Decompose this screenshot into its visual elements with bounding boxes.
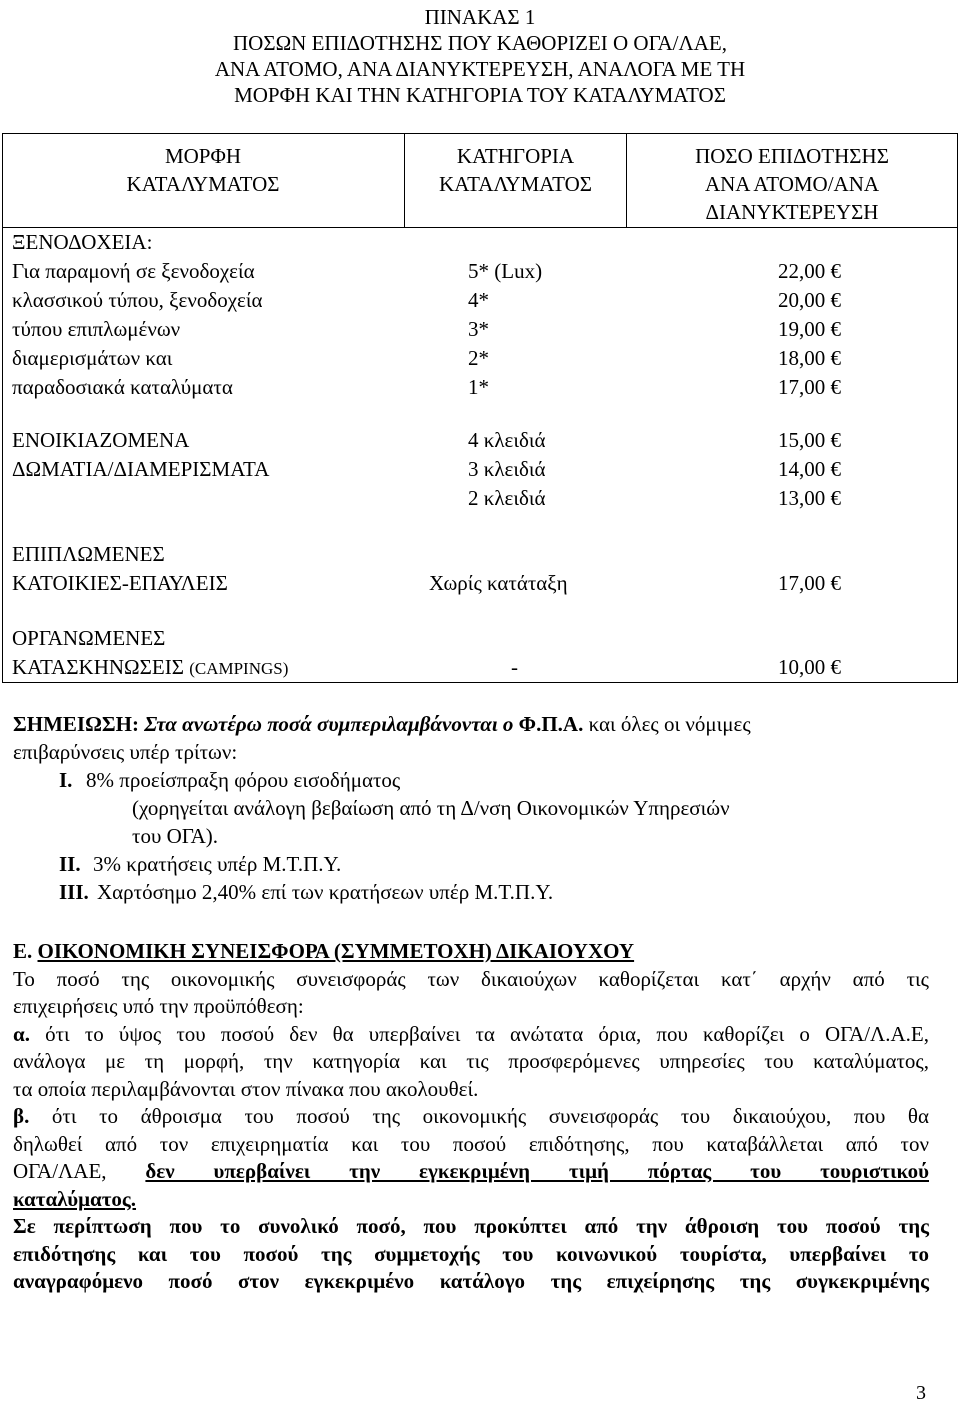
rooms-amount-cell: 15,00 € 14,00 € 13,00 € (778, 428, 841, 510)
subsidy-table (2, 133, 958, 683)
note-item-1-cont-b: του ΟΓΑ). (132, 824, 219, 848)
document-title (0, 4, 960, 108)
title-line-4: ΜΟΡΦΗ ΚΑΙ ΤΗΝ ΚΑΤΗΓΟΡΙΑ ΤΟΥ ΚΑΤΑΛΥΜΑΤΟΣ (234, 83, 726, 107)
condition-b-line-2: δηλωθεί από τον επιχειρηματία και του ποσού επιδότησης, που καταβάλλεται από τον (13, 1131, 929, 1156)
case-line-1: Σε περίπτωση που το συνολικό ποσό, που προκύπτει από την άθροιση του ποσού της (13, 1214, 929, 1238)
condition-b-line-1: β. ότι το άθροισμα του ποσού της οικονομικής συνεισφοράς του δικαιούχου, που θα (13, 1104, 929, 1128)
note-rest: και όλες οι νόμιμες (588, 712, 751, 736)
hotels-type-cell: ΞΕΝΟΔΟΧΕΙΑ: Για παραμονή σε ξενοδοχεία κλασσικού τύπου, ξενοδοχεία τύπου επιπλωμένων διαμερισμάτων και παραδοσιακά καταλύματα (12, 230, 263, 399)
hotels-category-cell: 5* (Lux) 4* 3* 2* 1* (468, 259, 543, 399)
header-accommodation-category: ΚΑΤΗΓΟΡΙΑ ΚΑΤΑΛΥΜΑΤΟΣ (439, 144, 592, 196)
note-item-2: II. 3% κρατήσεις υπέρ Μ.Τ.Π.Υ. (59, 852, 342, 876)
case-line-3: αναγραφόμενο ποσό στον εγκεκριμένο κατάλογο της επιχείρησης της συγκεκριμένης (13, 1269, 929, 1293)
condition-a-line-3: τα οποία περιλαμβάνονται στον πίνακα που ακολουθεί. (13, 1076, 479, 1101)
note-item-1-cont-a: (χορηγείται ανάλογη βεβαίωση από τη Δ/νση Οικονομικών Υπηρεσιών (132, 796, 730, 820)
note-line-2: επιβαρύνσεις υπέρ τρίτων: (13, 740, 238, 764)
condition-a-line-2: ανάλογα με τη μορφή, την κατηγορία και τις προσφερόμενες υπηρεσίες του καταλύματος, (13, 1049, 929, 1073)
case-line-2: επιδότησης και του ποσού της συμμετοχής του κοινωνικού τουρίστα, υπερβαίνει το (13, 1241, 929, 1266)
note-label: ΣΗΜΕΙΩΣΗ: (13, 712, 139, 736)
note-item-1: I. 8% προείσπραξη φόρου εισοδήματος (59, 768, 401, 792)
note-item-3: III. Χαρτόσημο 2,40% επί των κρατήσεων υπέρ Μ.Τ.Π.Υ. (59, 880, 554, 904)
intro-line-1: Το ποσό της οικονομικής συνεισφοράς των δικαιούχων καθορίζεται κατ΄ αρχήν από τις (13, 966, 929, 991)
condition-b-line-3: ΟΓΑ/ΛΑΕ, δεν υπερβαίνει την εγκεκριμένη τιμή πόρτας του τουριστικού (13, 1159, 929, 1183)
intro-line-2: επιχειρήσεις υπό την προϋπόθεση: (13, 994, 304, 1018)
header-subsidy-amount: ΠΟΣΟ ΕΠΙΔΟΤΗΣΗΣ ΑΝΑ ΑΤΟΜΟ/ΑΝΑ ΔΙΑΝΥΚΤΕΡΕΥΣΗ (695, 144, 889, 224)
villas-category-cell: Χωρίς κατάταξη (429, 571, 568, 595)
condition-a-line-1: α. ότι το ύψος του ποσού δεν θα υπερβαίνει τα ανώτατα όρια, που καθορίζει ο ΟΓΑ/Λ.Α.Ε, (13, 1021, 930, 1046)
title-line-1: ΠΙΝΑΚΑΣ 1 (424, 5, 536, 29)
hotels-amount-cell: 22,00 € 20,00 € 19,00 € 18,00 € 17,00 € (778, 259, 841, 399)
note-bold-italic: Στα ανωτέρω ποσά συμπεριλαμβάνονται ο (144, 712, 514, 736)
note-line-1 (13, 710, 933, 738)
section-e-heading: Ε. ΟΙΚΟΝΟΜΙΚΗ ΣΥΝΕΙΣΦΟΡΑ (ΣΥΜΜΕΤΟΧΗ) ΔΙΚΑΙΟΥΧΟΥ (13, 939, 635, 963)
campings-category-cell: - (511, 655, 518, 679)
rooms-type-cell: ΕΝΟΙΚΙΑΖΟΜΕΝΑ ΔΩΜΑΤΙΑ/ΔΙΑΜΕΡΙΣΜΑΤΑ (12, 428, 270, 481)
condition-b-line-4: καταλύματος. (13, 1186, 137, 1211)
title-line-2: ΠΟΣΩΝ ΕΠΙΔΟΤΗΣΗΣ ΠΟΥ ΚΑΘΟΡΙΖΕΙ Ο ΟΓΑ/ΛΑΕ, (233, 31, 727, 55)
section-e (13, 938, 929, 1296)
header-accommodation-type: ΜΟΡΦΗ ΚΑΤΑΛΥΜΑΤΟΣ (126, 144, 280, 196)
villas-type-cell: ΕΠΙΠΛΩΜΕΝΕΣ ΚΑΤΟΙΚΙΕΣ-ΕΠΑΥΛΕΙΣ (12, 542, 228, 595)
page-number: 3 (916, 1382, 926, 1404)
villas-amount-cell: 17,00 € (778, 571, 841, 595)
note-block (13, 710, 933, 906)
rooms-category-cell: 4 κλειδιά 3 κλειδιά 2 κλειδιά (468, 428, 546, 510)
title-line-3: ΑΝΑ ΑΤΟΜΟ, ΑΝΑ ΔΙΑΝΥΚΤΕΡΕΥΣΗ, ΑΝΑΛΟΓΑ ΜΕ ΤΗ (214, 57, 746, 81)
note-vat: Φ.Π.Α. (518, 712, 584, 736)
campings-type-cell: ΟΡΓΑΝΩΜΕΝΕΣ ΚΑΤΑΣΚΗΝΩΣΕΙΣ (CAMPINGS) (12, 626, 289, 679)
campings-amount-cell: 10,00 € (778, 655, 841, 679)
